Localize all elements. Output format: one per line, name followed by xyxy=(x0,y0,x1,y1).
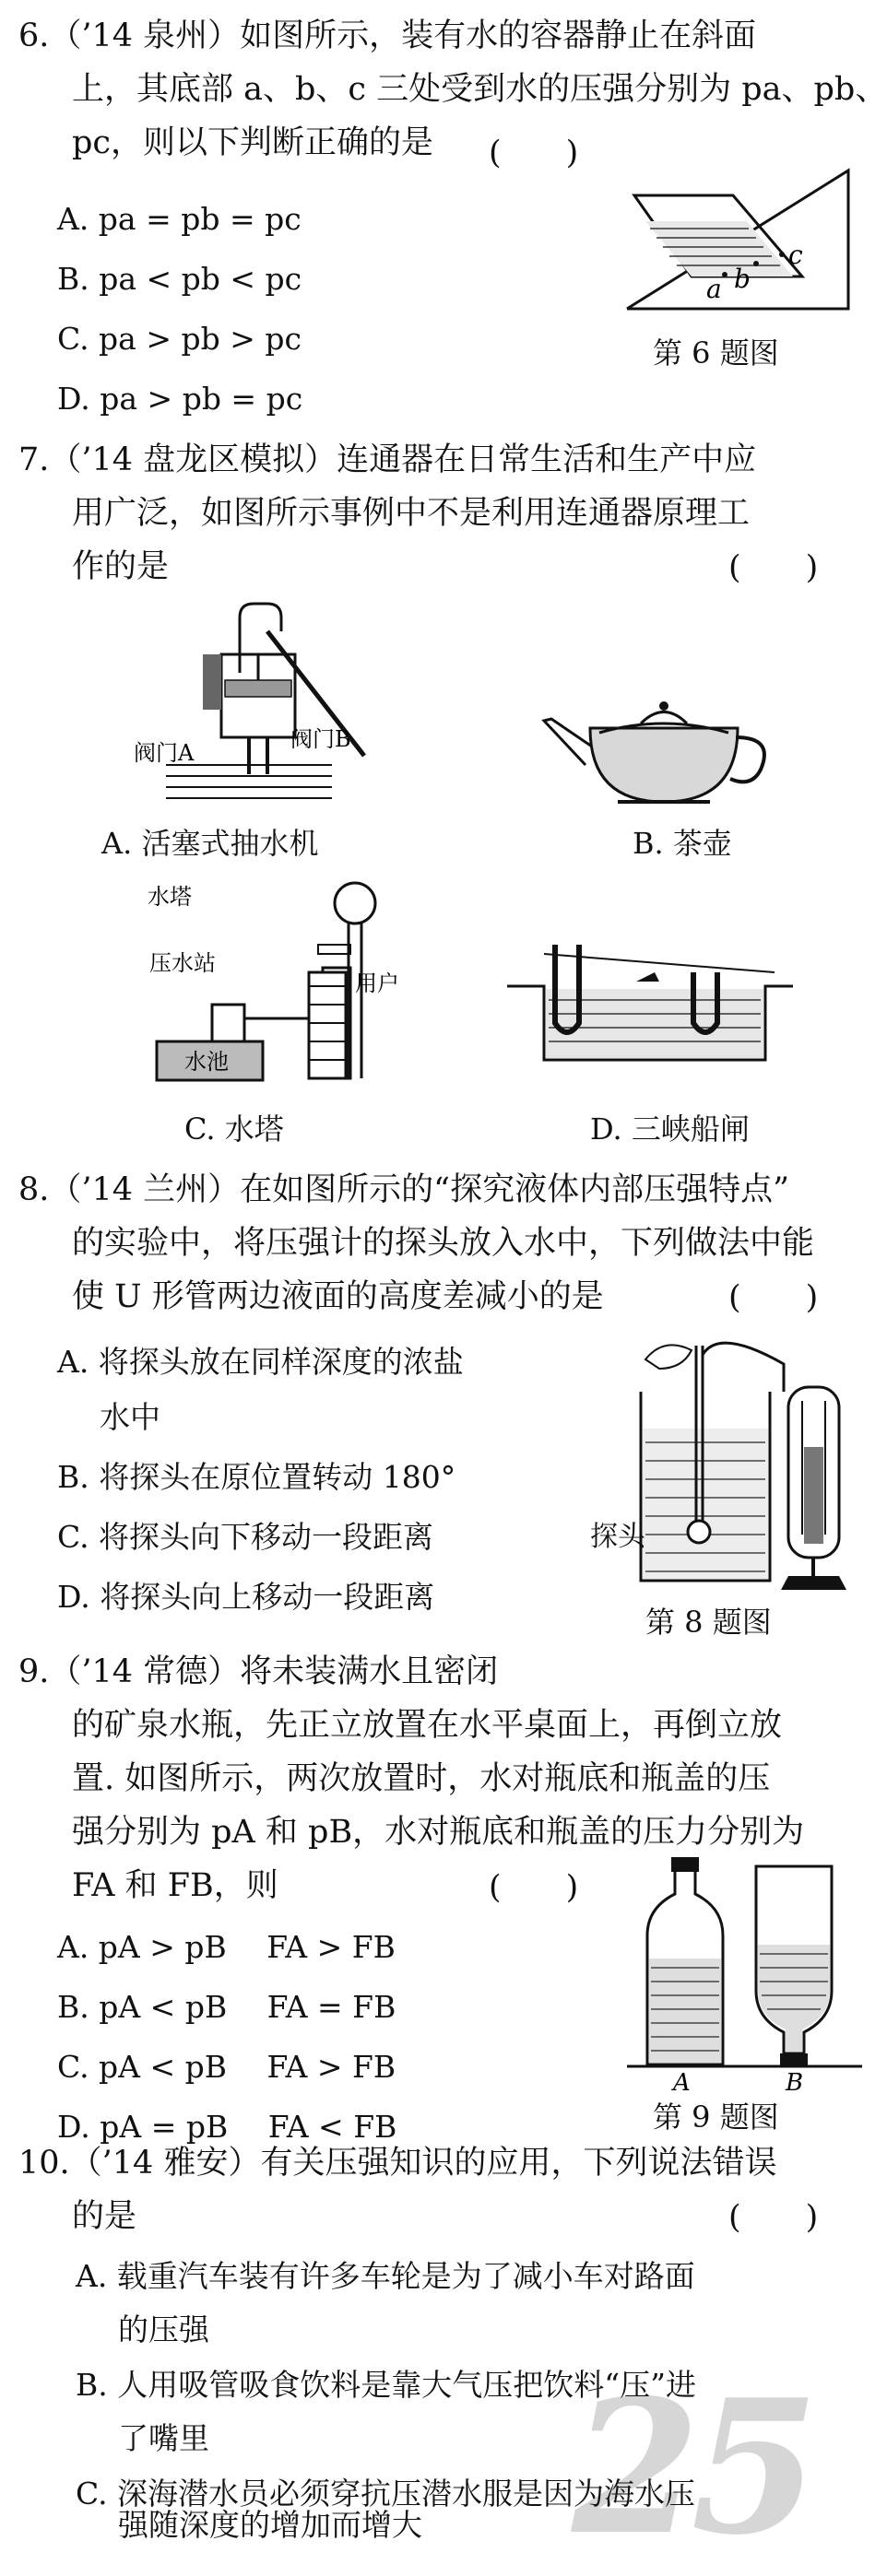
option-a: A. pa = pb = pc xyxy=(57,201,302,237)
option-b: B. 人用吸管吸食饮料是靠大气压把饮料“压”进 xyxy=(76,2367,696,2403)
page-number-watermark: 25 xyxy=(572,2359,810,2576)
point-label-a: a xyxy=(706,274,722,304)
option-b: B. pA < pB FA = FB xyxy=(57,1989,396,2025)
question-text-line: 7.（’14 盘龙区模拟）连通器在日常生活和生产中应 xyxy=(18,441,757,478)
question-text-line: 强分别为 pA 和 pB，水对瓶底和瓶盖的压力分别为 xyxy=(72,1814,805,1851)
figure-caption: 第 9 题图 xyxy=(653,2100,779,2135)
figure-caption: B. 茶壶 xyxy=(633,826,732,861)
answer-paren: ( ) xyxy=(728,1279,819,1316)
probe-label: 探头 xyxy=(590,1521,645,1553)
tower-label: 水塔 xyxy=(148,884,192,910)
incline-container-figure xyxy=(618,129,867,323)
question-text-line: 上，其底部 a、b、c 三处受到水的压强分别为 pa、pb、 xyxy=(72,71,887,108)
bottles-figure xyxy=(627,1853,867,2097)
option-d: D. 将探头向上移动一段距离 xyxy=(57,1579,435,1615)
piston-pump-figure xyxy=(129,599,406,811)
question-text-line: 9.（’14 常德）将未装满水且密闭 xyxy=(18,1653,499,1690)
question-text-line: 的矿泉水瓶，先正立放置在水平桌面上，再倒立放 xyxy=(72,1707,783,1744)
bottle-label-b: B xyxy=(786,2069,804,2097)
option-b-continued: 了嘴里 xyxy=(118,2420,209,2456)
figure-caption: D. 三峡船闸 xyxy=(590,1112,750,1147)
option-a: A. 将探头放在同样深度的浓盐 xyxy=(57,1344,464,1380)
question-text-line: FA 和 FB，则 xyxy=(72,1867,278,1904)
pump-station-label: 压水站 xyxy=(149,950,216,976)
option-c: C. 深海潜水员必须穿抗压潜水服是因为海水压 xyxy=(76,2476,696,2511)
figure-caption: 第 6 题图 xyxy=(653,335,779,371)
answer-paren: ( ) xyxy=(489,135,579,171)
answer-paren: ( ) xyxy=(489,1869,579,1906)
option-d: D. pa > pb = pc xyxy=(57,381,303,417)
question-text-line: 的是 xyxy=(72,2198,137,2235)
option-c: C. pA < pB FA > FB xyxy=(57,2049,396,2085)
ship-lock-figure xyxy=(498,926,802,1074)
question-text-line: pc，则以下判断正确的是 xyxy=(72,124,434,161)
figure-caption: C. 水塔 xyxy=(184,1112,284,1147)
question-text-line: 作的是 xyxy=(72,548,170,585)
option-c-continued: 强随深度的增加而增大 xyxy=(118,2507,422,2543)
option-a-continued: 的压强 xyxy=(118,2311,209,2347)
question-text-line: 8.（’14 兰州）在如图所示的“探究液体内部压强特点” xyxy=(18,1171,789,1208)
question-text-line: 置. 如图所示，两次放置时，水对瓶底和瓶盖的压 xyxy=(72,1760,771,1797)
option-b: B. 将探头在原位置转动 180° xyxy=(57,1459,456,1495)
user-label: 用户 xyxy=(355,970,399,996)
question-text-line: 使 U 形管两边液面的高度差减小的是 xyxy=(72,1278,604,1315)
pressure-gauge-figure xyxy=(627,1327,857,1594)
valve-b-label: 阀门B xyxy=(290,726,351,752)
point-label-b: b xyxy=(734,264,751,294)
question-text-line: 6.（’14 泉州）如图所示，装有水的容器静止在斜面 xyxy=(18,18,757,54)
option-c: C. 将探头向下移动一段距离 xyxy=(57,1519,434,1555)
option-d: D. pA = pB FA < FB xyxy=(57,2109,397,2145)
answer-paren: ( ) xyxy=(728,2199,819,2236)
valve-a-label: 阀门A xyxy=(134,740,195,766)
option-a: A. 载重汽车装有许多车轮是为了减小车对路面 xyxy=(76,2258,695,2294)
point-label-c: c xyxy=(788,240,803,270)
teapot-figure xyxy=(535,682,775,820)
option-a: A. pA > pB FA > FB xyxy=(57,1929,396,1965)
question-text-line: 用广泛，如图所示事例中不是利用连通器原理工 xyxy=(72,495,751,532)
question-text-line: 10.（’14 雅安）有关压强知识的应用，下列说法错误 xyxy=(18,2145,777,2182)
option-b: B. pa < pb < pc xyxy=(57,261,302,297)
figure-caption: 第 8 题图 xyxy=(645,1605,772,1640)
option-a-continued: 水中 xyxy=(100,1399,160,1435)
question-text-line: 的实验中，将压强计的探头放入水中，下列做法中能 xyxy=(72,1225,815,1262)
figure-caption: A. 活塞式抽水机 xyxy=(101,826,319,861)
user-building-figure xyxy=(304,949,406,1088)
pool-label: 水池 xyxy=(184,1049,229,1075)
bottle-label-a: A xyxy=(673,2069,691,2097)
answer-paren: ( ) xyxy=(728,549,819,586)
option-c: C. pa > pb > pc xyxy=(57,321,302,357)
